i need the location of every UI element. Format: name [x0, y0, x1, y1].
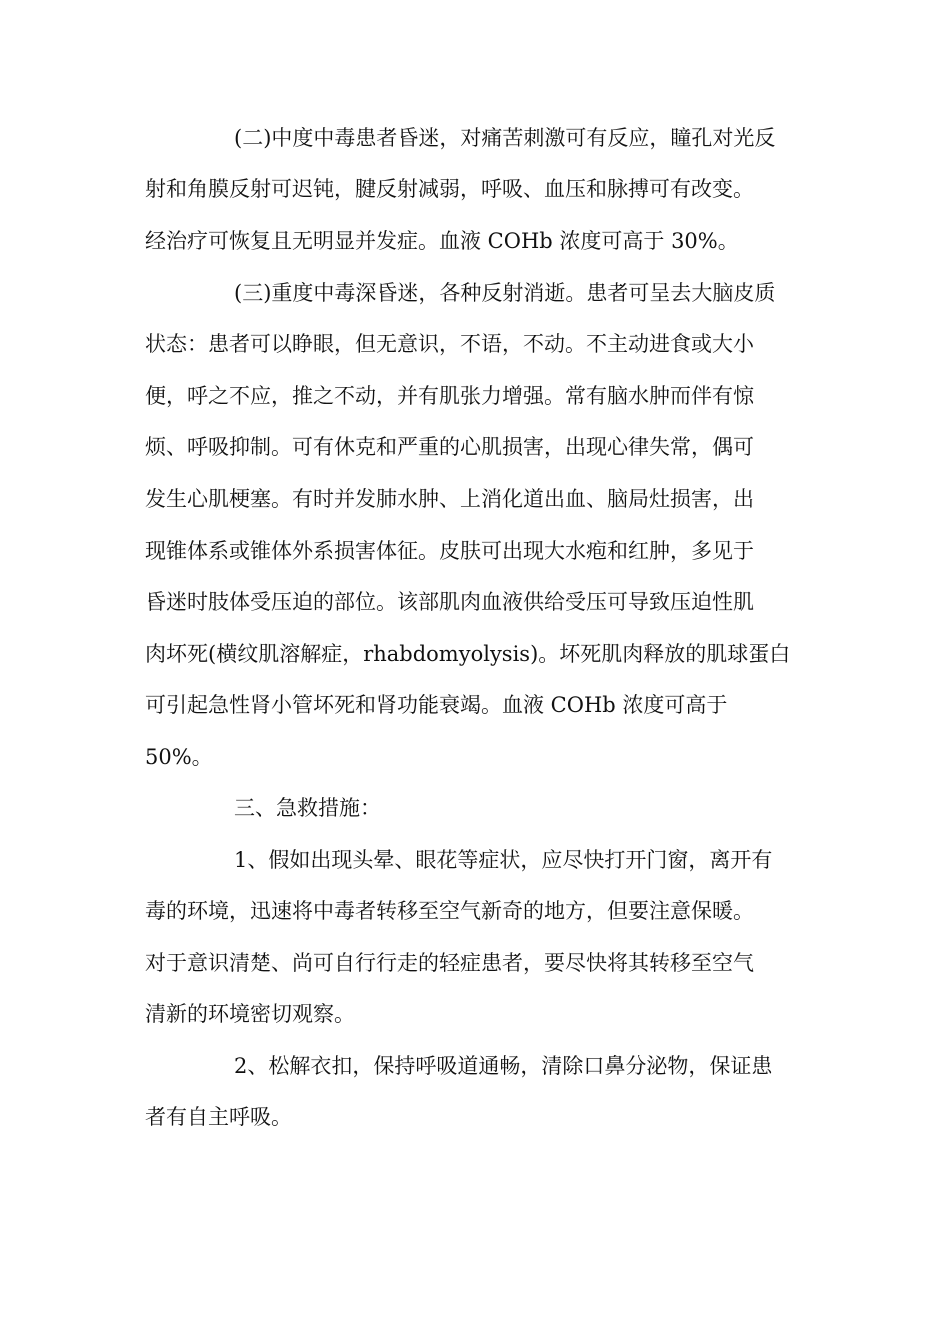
- text-line: 毒的环境，迅速将中毒者转移至空气新奇的地方，但要注意保暖。: [145, 899, 754, 923]
- text-line: 1、假如出现头晕、眼花等症状，应尽快打开门窗，离开有: [234, 848, 773, 872]
- text-line: 清新的环境密切观察。: [145, 1002, 355, 1026]
- text-line: 烦、呼吸抑制。可有休克和严重的心肌损害，出现心律失常，偶可: [145, 435, 754, 459]
- text-line: 昏迷时肢体受压迫的部位。该部肌肉血液供给受压可导致压迫性肌: [145, 590, 754, 614]
- text-line: 射和角膜反射可迟钝，腱反射减弱，呼吸、血压和脉搏可有改变。: [145, 177, 754, 201]
- text-line: 者有自主呼吸。: [145, 1105, 292, 1129]
- text-line: 对于意识清楚、尚可自行行走的轻症患者，要尽快将其转移至空气: [145, 951, 754, 975]
- text-line: (三)重度中毒深昏迷，各种反射消逝。患者可呈去大脑皮质: [234, 281, 776, 305]
- section-heading: 三、急救措施：: [234, 796, 381, 820]
- text-line: (二)中度中毒患者昏迷，对痛苦刺激可有反应，瞳孔对光反: [234, 126, 776, 150]
- text-line: 便，呼之不应，推之不动，并有肌张力增强。常有脑水肿而伴有惊: [145, 384, 754, 408]
- text-line: 发生心肌梗塞。有时并发肺水肿、上消化道出血、脑局灶损害，出: [145, 487, 754, 511]
- text-line: 现锥体系或锥体外系损害体征。皮肤可出现大水疱和红肿，多见于: [145, 539, 754, 563]
- text-line: 50%。: [145, 745, 213, 769]
- text-line: 经治疗可恢复且无明显并发症。血液 COHb 浓度可高于 30%。: [145, 229, 739, 253]
- text-line: 可引起急性肾小管坏死和肾功能衰竭。血液 COHb 浓度可高于: [145, 693, 728, 717]
- text-line: 肉坏死(横纹肌溶解症，rhabdomyolysis)。坏死肌肉释放的肌球蛋白: [145, 642, 791, 666]
- text-line: 状态：患者可以睁眼，但无意识，不语，不动。不主动进食或大小: [145, 332, 754, 356]
- text-line: 2、松解衣扣，保持呼吸道通畅，清除口鼻分泌物，保证患: [234, 1054, 773, 1078]
